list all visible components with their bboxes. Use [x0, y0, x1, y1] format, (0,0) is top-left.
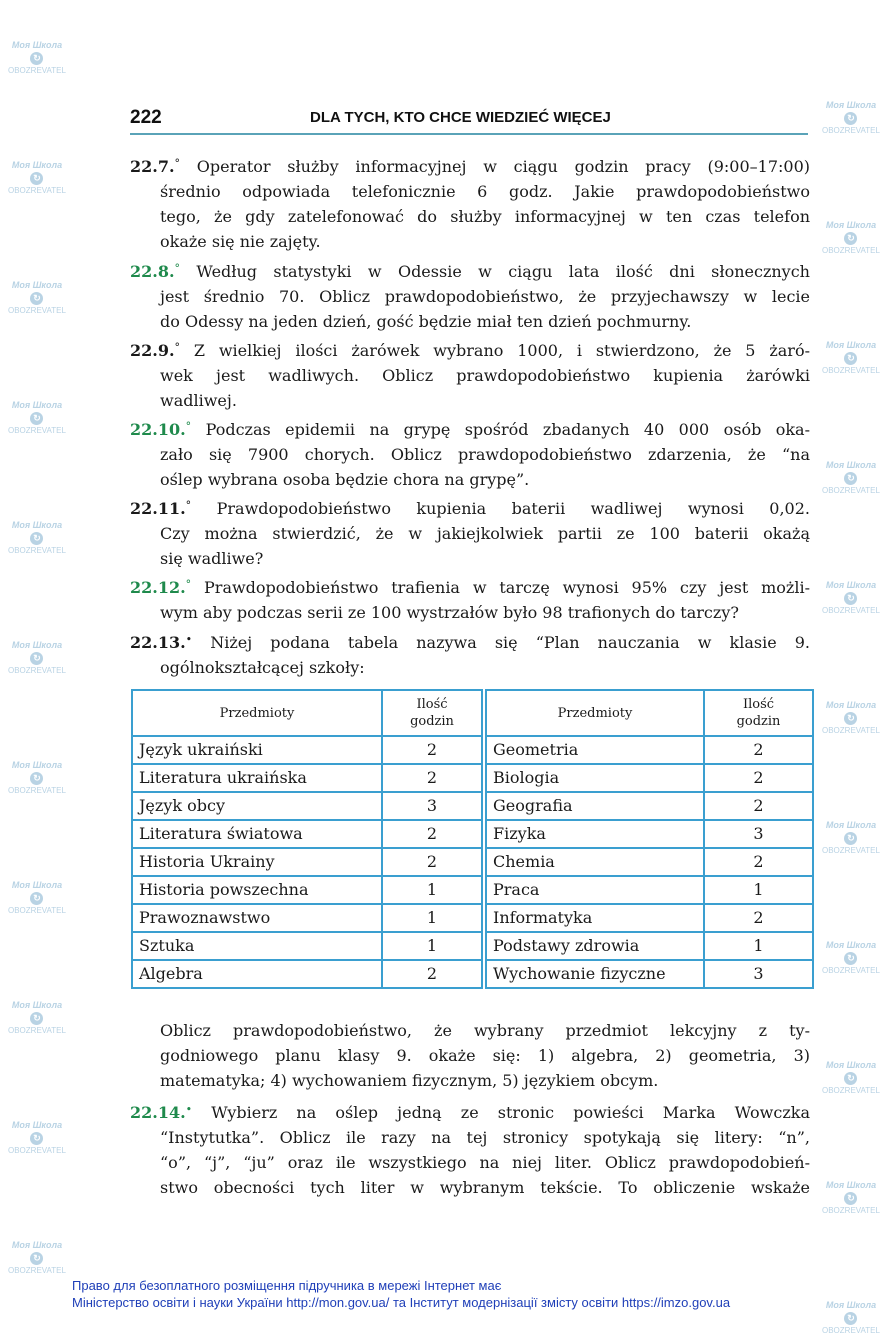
obozrevatel-logo-icon: ↻	[30, 892, 43, 905]
table-header-row	[132, 690, 813, 736]
hours-cell: 1	[382, 932, 484, 960]
exercise-22-8	[130, 259, 810, 334]
obozrevatel-logo-icon: ↻	[30, 652, 43, 665]
obozrevatel-logo-icon: ↻	[844, 592, 857, 605]
exercise-text-line: godniowego planu klasy 9. okaże się: 1) algebra, 2) geometria, 3)	[160, 1046, 810, 1065]
hours-cell: 3	[704, 960, 813, 988]
exercise-number: 22.11.	[130, 499, 186, 518]
watermark-school-label: Моя Школа	[825, 340, 877, 350]
exercise-text-line: ogólnokształcącej szkoły:	[160, 658, 365, 677]
obozrevatel-logo-icon: ↻	[30, 1012, 43, 1025]
exercise-text-line: się wadliwe?	[160, 549, 264, 568]
running-title: DLA TYCH, KTO CHCE WIEDZIEĆ WIĘCEJ	[310, 109, 611, 126]
difficulty-mark: °	[185, 578, 192, 591]
watermark-brand-label: OBOZREVATEL	[822, 126, 880, 135]
subject-cell: Wychowanie fizyczne	[484, 960, 704, 988]
exercise-text-line: Niżej podana tabela nazywa się “Plan nauczania w klasie 9.	[210, 633, 810, 652]
watermark-brand-label: OBOZREVATEL	[822, 606, 880, 615]
watermark-school-label: Моя Школа	[11, 760, 63, 770]
subject-cell: Praca	[484, 876, 704, 904]
watermark-school-label: Моя Школа	[11, 1240, 63, 1250]
subject-cell: Literatura światowa	[132, 820, 382, 848]
watermark-school-label: Моя Школа	[825, 820, 877, 830]
obozrevatel-logo-icon: ↻	[844, 832, 857, 845]
exercise-text-line: jest średnio 70. Oblicz prawdopodobieństwo, że przyjechawszy w lecie	[160, 287, 810, 306]
watermark-school-label: Моя Школа	[11, 1120, 63, 1130]
footer-line: Право для безоплатного розміщення підручника в мережі Інтернет має	[72, 1278, 502, 1293]
table-row	[132, 876, 813, 904]
watermark-brand-label: OBOZREVATEL	[822, 486, 880, 495]
watermark-brand-label: OBOZREVATEL	[822, 246, 880, 255]
obozrevatel-logo-icon: ↻	[30, 292, 43, 305]
exercise-22-10	[130, 417, 810, 492]
exercise-text-line: do Odessy na jeden dzień, gość będzie miał ten dzień pochmurny.	[160, 312, 692, 331]
watermark-school-label: Моя Школа	[825, 460, 877, 470]
obozrevatel-logo-icon: ↻	[30, 532, 43, 545]
watermark-school-label: Моя Школа	[825, 100, 877, 110]
exercise-text-line: okaże się nie zajęty.	[160, 232, 321, 251]
exercise-22-12	[130, 575, 810, 625]
exercise-text-line: Podczas epidemii na grypę spośród zbadanych 40 000 osób oka-	[205, 420, 810, 439]
page-number: 222	[130, 107, 162, 128]
exercise-text-line: Oblicz prawdopodobieństwo, że wybrany przedmiot lekcyjny z ty-	[160, 1021, 810, 1040]
exercise-22-14	[130, 1100, 810, 1200]
obozrevatel-logo-icon: ↻	[30, 52, 43, 65]
obozrevatel-logo-icon: ↻	[844, 712, 857, 725]
hours-cell: 3	[382, 792, 484, 820]
watermark-school-label: Моя Школа	[11, 400, 63, 410]
subject-cell: Prawoznawstwo	[132, 904, 382, 932]
watermark-school-label: Моя Школа	[11, 40, 63, 50]
obozrevatel-logo-icon: ↻	[844, 232, 857, 245]
table-row	[132, 960, 813, 988]
subject-cell: Geografia	[484, 792, 704, 820]
exercise-text-line: “Instytutka”. Oblicz ile razy na tej stronicy spotykają się litery: “n”,	[160, 1128, 810, 1147]
obozrevatel-logo-icon: ↻	[30, 412, 43, 425]
difficulty-mark: °	[185, 420, 192, 433]
table-row	[132, 848, 813, 876]
exercise-text-line: wym aby podczas serii ze 100 wystrzałów było 98 trafionych do tarczy?	[160, 603, 739, 622]
obozrevatel-logo-icon: ↻	[844, 952, 857, 965]
column-header	[382, 690, 484, 736]
subject-cell: Literatura ukraińska	[132, 764, 382, 792]
exercise-number: 22.14.	[130, 1103, 186, 1122]
watermark-brand-label: OBOZREVATEL	[8, 306, 66, 315]
obozrevatel-logo-icon: ↻	[30, 772, 43, 785]
watermark-brand-label: OBOZREVATEL	[8, 546, 66, 555]
watermark-brand-label: OBOZREVATEL	[822, 1206, 880, 1215]
hours-cell: 2	[382, 960, 484, 988]
watermark-school-label: Моя Школа	[825, 1180, 877, 1190]
watermark-school-label: Моя Школа	[825, 1060, 877, 1070]
watermark-school-label: Моя Школа	[11, 520, 63, 530]
column-header: Przedmioty	[132, 690, 382, 736]
watermark-school-label: Моя Школа	[11, 880, 63, 890]
exercise-text-line: wek jest wadliwych. Oblicz prawdopodobieństwo kupienia żarówki	[160, 366, 810, 385]
watermark-brand-label: OBOZREVATEL	[8, 906, 66, 915]
hours-cell: 1	[704, 876, 813, 904]
exercise-number: 22.10.	[130, 420, 186, 439]
column-header: Przedmioty	[484, 690, 704, 736]
subject-cell: Historia powszechna	[132, 876, 382, 904]
obozrevatel-logo-icon: ↻	[844, 472, 857, 485]
hours-cell: 2	[704, 848, 813, 876]
watermark-brand-label: OBOZREVATEL	[8, 786, 66, 795]
obozrevatel-logo-icon: ↻	[844, 1072, 857, 1085]
table-row	[132, 792, 813, 820]
table-row	[132, 820, 813, 848]
watermark-brand-label: OBOZREVATEL	[822, 1086, 880, 1095]
exercise-text-line: Wybierz na oślep jedną ze stronic powieści Marka Wowczka	[211, 1103, 810, 1122]
exercise-text-line: stwo obecności tych liter w wybranym tekście. To obliczenie wskaże	[160, 1178, 810, 1197]
watermark-school-label: Моя Школа	[825, 580, 877, 590]
subject-cell: Historia Ukrainy	[132, 848, 382, 876]
difficulty-mark: •	[185, 1103, 193, 1116]
exercise-22-13-question	[130, 1018, 810, 1093]
hours-cell: 2	[704, 764, 813, 792]
difficulty-mark: °	[174, 157, 181, 170]
column-header	[704, 690, 813, 736]
obozrevatel-logo-icon: ↻	[844, 1312, 857, 1325]
hours-cell: 1	[704, 932, 813, 960]
page-header	[130, 104, 808, 132]
hours-cell: 2	[382, 764, 484, 792]
watermark-school-label: Моя Школа	[11, 280, 63, 290]
watermark-brand-label: OBOZREVATEL	[822, 1326, 880, 1335]
obozrevatel-logo-icon: ↻	[844, 352, 857, 365]
table-row	[132, 736, 813, 764]
exercise-22-13	[130, 630, 810, 680]
watermark-school-label: Моя Школа	[11, 640, 63, 650]
hours-cell: 2	[704, 792, 813, 820]
table-row	[132, 932, 813, 960]
table-row	[132, 904, 813, 932]
subject-cell: Podstawy zdrowia	[484, 932, 704, 960]
hours-cell: 2	[704, 736, 813, 764]
watermark-school-label: Моя Школа	[825, 1300, 877, 1310]
hours-cell: 3	[704, 820, 813, 848]
watermark-brand-label: OBOZREVATEL	[8, 1026, 66, 1035]
subject-cell: Język ukraiński	[132, 736, 382, 764]
hours-cell: 1	[382, 876, 484, 904]
table-row	[132, 764, 813, 792]
watermark-brand-label: OBOZREVATEL	[822, 726, 880, 735]
exercise-22-7	[130, 154, 810, 254]
subject-cell: Język obcy	[132, 792, 382, 820]
footer-line: Міністерство освіти і науки України http://mon.gov.ua/ та Інститут модернізації змісту освіти https://imzo.gov.ua	[72, 1295, 731, 1310]
watermark-brand-label: OBOZREVATEL	[8, 1146, 66, 1155]
hours-cell: 2	[382, 736, 484, 764]
watermark-school-label: Моя Школа	[11, 1000, 63, 1010]
watermark-school-label: Моя Школа	[825, 220, 877, 230]
hours-cell: 2	[382, 820, 484, 848]
subject-cell: Sztuka	[132, 932, 382, 960]
header-rule	[130, 133, 808, 135]
exercise-text-line: Prawdopodobieństwo trafienia w tarczę wynosi 95% czy jest możli-	[204, 578, 810, 597]
watermark-school-label: Моя Школа	[825, 940, 877, 950]
difficulty-mark: °	[185, 499, 192, 512]
watermark-brand-label: OBOZREVATEL	[8, 186, 66, 195]
exercise-text-line: Operator służby informacyjnej w ciągu godzin pracy (9:00–17:00)	[196, 157, 810, 176]
watermark-brand-label: OBOZREVATEL	[822, 366, 880, 375]
exercise-number: 22.8.	[130, 262, 175, 281]
curriculum-table	[131, 689, 814, 989]
exercise-22-9	[130, 338, 810, 413]
obozrevatel-logo-icon: ↻	[30, 1252, 43, 1265]
exercise-text-line: Czy można stwierdzić, że w jakiejkolwiek partii ze 100 baterii okażą	[160, 524, 810, 543]
hours-cell: 2	[704, 904, 813, 932]
watermark-school-label: Моя Школа	[11, 160, 63, 170]
hours-cell: 1	[382, 904, 484, 932]
column-header-text: Ilość godzin	[736, 697, 781, 729]
exercise-text-line: Prawdopodobieństwo kupienia baterii wadliwej wynosi 0,02.	[216, 499, 810, 518]
exercise-text-line: Z wielkiej ilości żarówek wybrano 1000, i stwierdzono, że 5 żaró-	[193, 341, 810, 360]
watermark-brand-label: OBOZREVATEL	[8, 66, 66, 75]
exercise-number: 22.7.	[130, 157, 175, 176]
subject-cell: Informatyka	[484, 904, 704, 932]
subject-cell: Fizyka	[484, 820, 704, 848]
subject-cell: Geometria	[484, 736, 704, 764]
watermark-school-label: Моя Школа	[825, 700, 877, 710]
exercise-text-line: “o”, “j”, “ju” oraz ile wszystkiego na niej liter. Oblicz prawdopodobień-	[160, 1153, 810, 1172]
difficulty-mark: •	[185, 633, 193, 646]
exercise-text-line: matematyka; 4) wychowaniem fizycznym, 5) językiem obcym.	[160, 1071, 659, 1090]
exercise-text-line: oślep wybrana osoba będzie chora na grypę”.	[160, 470, 530, 489]
obozrevatel-logo-icon: ↻	[30, 172, 43, 185]
obozrevatel-logo-icon: ↻	[30, 1132, 43, 1145]
subject-cell: Algebra	[132, 960, 382, 988]
copyright-footer	[72, 1277, 852, 1311]
obozrevatel-logo-icon: ↻	[844, 112, 857, 125]
watermark-brand-label: OBOZREVATEL	[8, 666, 66, 675]
watermark-brand-label: OBOZREVATEL	[822, 846, 880, 855]
hours-cell: 2	[382, 848, 484, 876]
obozrevatel-logo-icon: ↻	[844, 1192, 857, 1205]
exercise-number: 22.13.	[130, 633, 186, 652]
column-header-text: Ilość godzin	[410, 697, 454, 729]
exercise-number: 22.12.	[130, 578, 186, 597]
exercise-text-line: wadliwej.	[160, 391, 237, 410]
subject-cell: Chemia	[484, 848, 704, 876]
exercise-number: 22.9.	[130, 341, 175, 360]
difficulty-mark: °	[174, 341, 181, 354]
exercise-text-line: Według statystyki w Odessie w ciągu lata ilość dni słonecznych	[196, 262, 810, 281]
watermark-brand-label: OBOZREVATEL	[8, 426, 66, 435]
exercise-text-line: średnio odpowiada telefonicznie 6 godz. Jakie prawdopodobieństwo	[160, 182, 810, 201]
difficulty-mark: °	[174, 262, 181, 275]
watermark-brand-label: OBOZREVATEL	[8, 1266, 66, 1275]
exercise-text-line: tego, że gdy zatelefonować do służby informacyjnej w ten czas telefon	[160, 207, 810, 226]
exercise-text-line: zało się 7900 chorych. Oblicz prawdopodobieństwo zdarzenia, że “na	[160, 445, 810, 464]
watermark-brand-label: OBOZREVATEL	[822, 966, 880, 975]
subject-cell: Biologia	[484, 764, 704, 792]
exercise-22-11	[130, 496, 810, 571]
